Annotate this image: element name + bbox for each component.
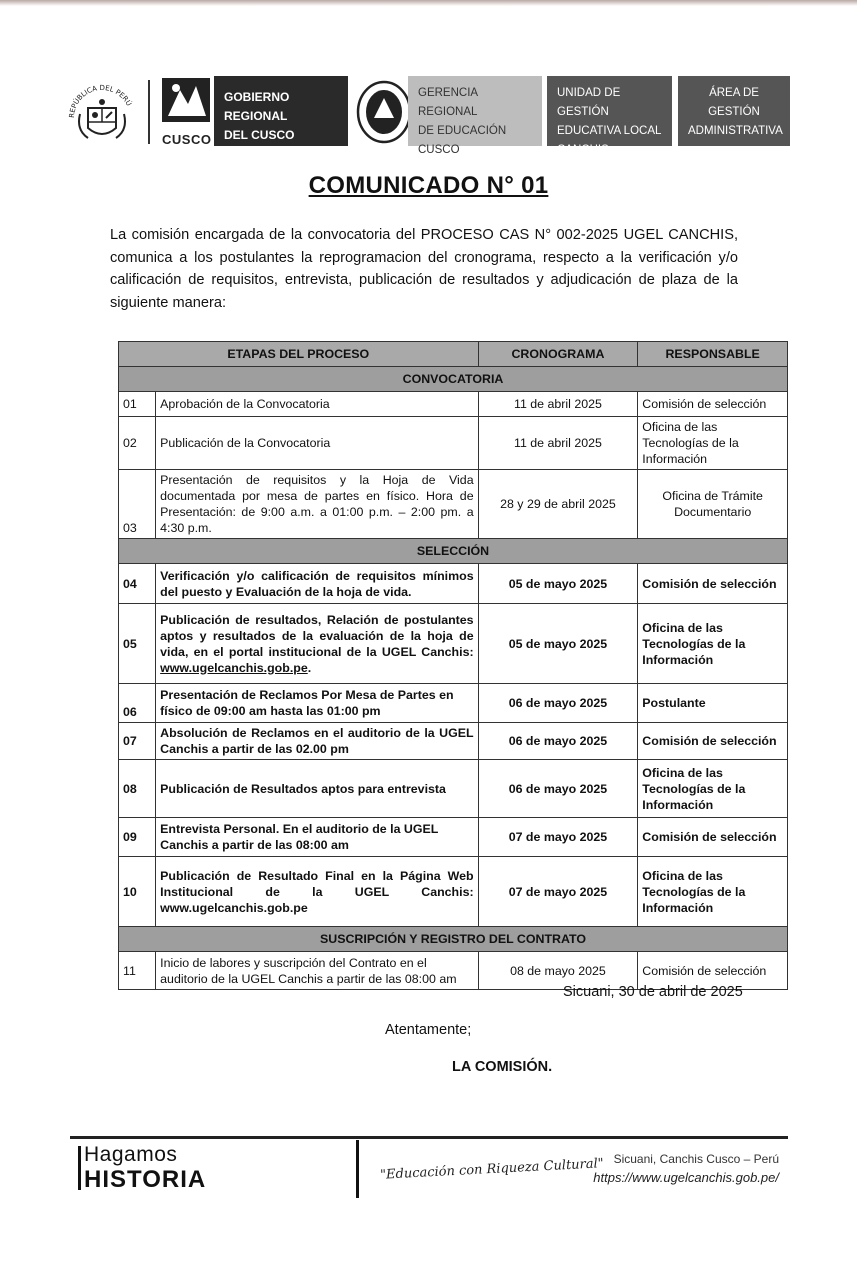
row-number: 07 bbox=[119, 723, 156, 760]
row-date: 05 de mayo 2025 bbox=[478, 564, 638, 604]
table-row bbox=[119, 417, 788, 470]
row-activity: Presentación de Reclamos Por Mesa de Partes en físico de 09:00 am hasta las 01:00 pm bbox=[156, 684, 478, 723]
header-responsable: RESPONSABLE bbox=[638, 342, 788, 367]
section-row bbox=[119, 539, 788, 564]
hagamos-text: Hagamos bbox=[84, 1143, 178, 1166]
row-activity: Publicación de resultados, Relación de postulantes aptos y resultados de la evaluación de la hoja de vida, en el portal institucional de la UGEL Canchis: www.ugelcanchis.gob.pe. bbox=[156, 604, 478, 684]
footer-rule bbox=[70, 1136, 788, 1139]
top-edge bbox=[0, 0, 857, 6]
row-number: 04 bbox=[119, 564, 156, 604]
ugel-line3: CANCHIS bbox=[557, 144, 609, 156]
area-line1: ÁREA DE GESTIÓN bbox=[708, 87, 760, 118]
row-activity: Publicación de Resultado Final en la Página Web Institucional de la UGEL Canchis: www.ugelcanchis.gob.pe bbox=[156, 857, 478, 927]
row-responsible: Oficina de Trámite Documentario bbox=[638, 470, 788, 539]
signoff: LA COMISIÓN. bbox=[452, 1059, 553, 1075]
ugel-box bbox=[547, 76, 672, 156]
area-line2: ADMINISTRATIVA bbox=[688, 125, 783, 137]
table-row bbox=[119, 604, 788, 684]
historia-text: HISTORIA bbox=[84, 1166, 207, 1193]
row-number: 06 bbox=[119, 684, 156, 723]
row-activity: Absolución de Reclamos en el auditorio de la UGEL Canchis a partir de las 02.00 pm bbox=[156, 723, 478, 760]
gerencia-line2: DE EDUCACIÓN CUSCO bbox=[418, 125, 507, 156]
row-responsible: Comisión de selección bbox=[638, 723, 788, 760]
closing-regards: Atentamente; bbox=[385, 1022, 472, 1038]
row-responsible: Comisión de selección bbox=[638, 392, 788, 417]
table-row bbox=[119, 564, 788, 604]
row-number: 02 bbox=[119, 417, 156, 470]
footer-divider bbox=[356, 1140, 359, 1198]
dre-cusco-seal-icon bbox=[354, 78, 414, 146]
row-number: 05 bbox=[119, 604, 156, 684]
place-date: Sicuani, 30 de abril de 2025 bbox=[563, 984, 743, 1000]
row-number: 01 bbox=[119, 392, 156, 417]
table-row bbox=[119, 684, 788, 723]
row-number: 03 bbox=[119, 470, 156, 539]
row-date: 08 de mayo 2025 bbox=[478, 952, 638, 990]
table-header-row bbox=[119, 342, 788, 367]
row-date: 07 de mayo 2025 bbox=[478, 818, 638, 857]
table-row bbox=[119, 760, 788, 818]
gobierno-line2: DEL CUSCO bbox=[224, 128, 295, 142]
row-responsible: Comisión de selección bbox=[638, 818, 788, 857]
section-suscripcion: SUSCRIPCIÓN Y REGISTRO DEL CONTRATO bbox=[119, 927, 788, 952]
table-row bbox=[119, 392, 788, 417]
section-row bbox=[119, 927, 788, 952]
table-row bbox=[119, 470, 788, 539]
row-activity: Publicación de la Convocatoria bbox=[156, 417, 478, 470]
row-number: 08 bbox=[119, 760, 156, 818]
table-row bbox=[119, 723, 788, 760]
row-date: 28 y 29 de abril 2025 bbox=[478, 470, 638, 539]
section-seleccion: SELECCIÓN bbox=[119, 539, 788, 564]
row-responsible: Postulante bbox=[638, 684, 788, 723]
row-activity: Verificación y/o calificación de requisitos mínimos del puesto y Evaluación de la hoja de vida. bbox=[156, 564, 478, 604]
header-divider bbox=[148, 80, 150, 144]
svg-text:REPÚBLICA DEL PERÚ: REPÚBLICA DEL PERÚ bbox=[67, 83, 133, 119]
gerencia-line1: GERENCIA REGIONAL bbox=[418, 87, 478, 118]
gobierno-regional-box bbox=[214, 76, 348, 146]
gerencia-regional-box bbox=[408, 76, 542, 156]
hagamos-bar bbox=[78, 1146, 81, 1190]
area-box bbox=[678, 76, 790, 146]
row-date: 11 de abril 2025 bbox=[478, 417, 638, 470]
cusco-logo-text: CUSCO bbox=[162, 132, 212, 147]
row-number: 10 bbox=[119, 857, 156, 927]
header-etapas: ETAPAS DEL PROCESO bbox=[119, 342, 479, 367]
row-activity: Aprobación de la Convocatoria bbox=[156, 392, 478, 417]
ugel-line1: UNIDAD DE GESTIÓN bbox=[557, 87, 621, 118]
footer-website-link[interactable]: https://www.ugelcanchis.gob.pe/ bbox=[593, 1170, 779, 1185]
row-date: 06 de mayo 2025 bbox=[478, 723, 638, 760]
row-activity-text: Publicación de resultados, Relación de postulantes aptos y resultados de la evaluación de la hoja de vida, en el portal institucional de la UGEL Canchis: bbox=[160, 612, 474, 659]
row-responsible: Comisión de selección bbox=[638, 564, 788, 604]
peru-coat-of-arms-icon bbox=[66, 78, 138, 148]
row-responsible: Oficina de las Tecnologías de la Información bbox=[638, 417, 788, 470]
row-responsible: Comisión de selección bbox=[638, 952, 788, 990]
row-date: 11 de abril 2025 bbox=[478, 392, 638, 417]
slogan: "Educación con Riqueza Cultural" bbox=[379, 1156, 605, 1183]
table-row bbox=[119, 818, 788, 857]
row-activity: Inicio de labores y suscripción del Contrato en el auditorio de la UGEL Canchis a partir de las 08:00 am bbox=[156, 952, 478, 990]
row-date: 06 de mayo 2025 bbox=[478, 760, 638, 818]
row-date: 05 de mayo 2025 bbox=[478, 604, 638, 684]
letterhead bbox=[66, 76, 792, 156]
row-date: 06 de mayo 2025 bbox=[478, 684, 638, 723]
ugel-portal-link[interactable]: www.ugelcanchis.gob.pe bbox=[160, 660, 308, 675]
row-responsible: Oficina de las Tecnologías de la Información bbox=[638, 604, 788, 684]
row-number: 09 bbox=[119, 818, 156, 857]
row-activity: Presentación de requisitos y la Hoja de Vida documentada por mesa de partes en físico. Hora de Presentación: de 9:00 a.m. a 01:00 p.m. – 2:00 pm. a 4:30 p.m. bbox=[156, 470, 478, 539]
row-responsible: Oficina de las Tecnologías de la Información bbox=[638, 857, 788, 927]
document-title: COMUNICADO N° 01 bbox=[308, 172, 549, 199]
gobierno-line1: GOBIERNO REGIONAL bbox=[224, 90, 290, 123]
row-responsible: Oficina de las Tecnologías de la Información bbox=[638, 760, 788, 818]
header-cronograma: CRONOGRAMA bbox=[478, 342, 638, 367]
row-number: 11 bbox=[119, 952, 156, 990]
intro-paragraph: La comisión encargada de la convocatoria del PROCESO CAS N° 002-2025 UGEL CANCHIS, comunica a los postulantes la reprogramacion del cronograma, respecto a la verificación y/o calificación de requisitos, entrevista, publicación de resultados y adjudicación de plaza de la siguiente manera: bbox=[110, 227, 738, 311]
schedule-table bbox=[118, 341, 788, 990]
row-activity: Publicación de Resultados aptos para entrevista bbox=[156, 760, 478, 818]
table-row bbox=[119, 857, 788, 927]
row-date: 07 de mayo 2025 bbox=[478, 857, 638, 927]
footer-address: Sicuani, Canchis Cusco – Perú bbox=[613, 1152, 779, 1166]
row-activity: Entrevista Personal. En el auditorio de la UGEL Canchis a partir de las 08:00 am bbox=[156, 818, 478, 857]
section-convocatoria: CONVOCATORIA bbox=[119, 367, 788, 392]
section-row bbox=[119, 367, 788, 392]
ugel-line2: EDUCATIVA LOCAL bbox=[557, 125, 662, 137]
